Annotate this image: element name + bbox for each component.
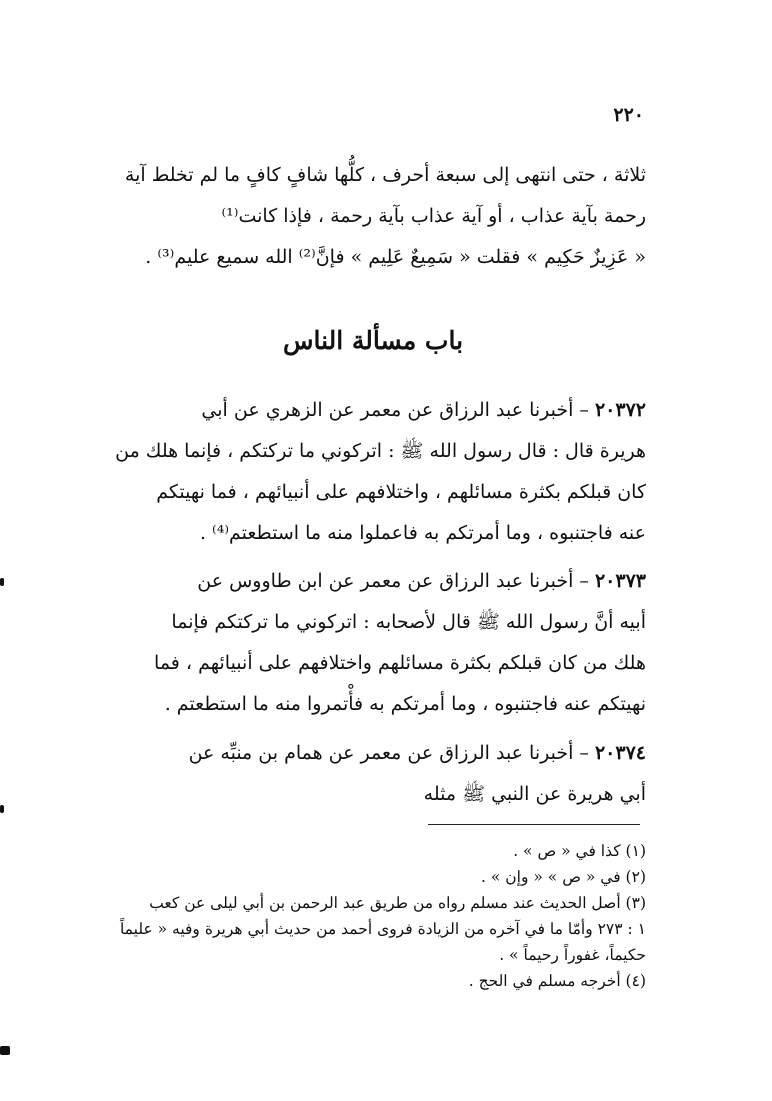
scan-artifact (0, 805, 4, 813)
intro-paragraph (100, 155, 646, 278)
hadith-number: ٢٠٣٧٢ (594, 399, 646, 421)
text-line: رحمة بآية عذاب ، أو آية عذاب بآية رحمة ، فإذا كانت⁽¹⁾ (221, 205, 646, 227)
text-line: هلك من كان قبلكم بكثرة مسائلهم واختلافهم على أنبيائهم ، فما (154, 652, 646, 674)
chapter-title: باب مسألة الناس (282, 326, 464, 355)
scan-artifact (0, 578, 4, 586)
hadith-number: ٢٠٣٧٤ (594, 742, 646, 764)
text-line: ثلاثة ، حتى انتهى إلى سبعة أحرف ، كلُّها شافٍ كافٍ ما لم تخلط آية (124, 164, 646, 186)
hadith-first-line (100, 733, 646, 774)
text-line: كان قبلكم بكثرة مسائلهم ، واختلافهم على أنبيائهم ، فما نهيتكم (156, 481, 646, 503)
footnotes (100, 838, 646, 994)
footnote: (٣) أصل الحديث عند مسلم رواه من طريق عبد الرحمن بن أبي ليلى عن كعب (149, 894, 646, 912)
footnote: (٢) في « ص » « وإن » . (481, 868, 646, 886)
hadith-entry (100, 561, 646, 725)
hadith-entry (100, 733, 646, 815)
hadith-number: ٢٠٣٧٣ (594, 570, 646, 592)
text-line: أبيه أنَّ رسول الله ﷺ قال لأصحابه : اتركوني ما تركتكم فإنما (171, 611, 646, 633)
hadith-text: – أخبرنا عبد الرزاق عن معمر عن ابن طاووس عن (197, 570, 595, 592)
footnote: (٤) أخرجه مسلم في الحج . (468, 972, 646, 990)
text-line: أبي هريرة عن النبي ﷺ مثله (423, 783, 646, 805)
text-line: نهيتكم عنه فاجتنبوه ، وما أمرتكم به فأْتمروا منه ما استطعتم . (164, 693, 646, 715)
footnote-continuation: ١ : ٢٧٣ وأمّا ما في آخره من الزيادة فروى أحمد من حديث أبي هريرة وفيه « عليماً (119, 920, 646, 938)
scan-artifact (0, 1046, 10, 1055)
page-number: ٢٢٠ (613, 104, 644, 126)
hadith-entry (100, 390, 646, 554)
hadith-text: – أخبرنا عبد الرزاق عن معمر عن همام بن منبِّه عن (188, 742, 595, 764)
text-line: هريرة قال : قال رسول الله ﷺ : اتركوني ما تركتكم ، فإنما هلك من (115, 440, 646, 462)
hadith-first-line (100, 390, 646, 431)
footnote-divider (428, 824, 640, 825)
hadith-text: – أخبرنا عبد الرزاق عن معمر عن الزهري عن أبي (201, 399, 595, 421)
footnote: (١) كذا في « ص » . (513, 842, 646, 860)
text-line: عنه فاجتنبوه ، وما أمرتكم به فاعملوا منه ما استطعتم⁽⁴⁾ . (199, 522, 646, 544)
text-line: « عَزِيزٌ حَكِيم » فقلت « سَمِيعٌ عَلِيم » فإنَّ⁽²⁾ الله سميع عليم⁽³⁾ . (145, 246, 646, 268)
hadith-first-line (100, 561, 646, 602)
footnote-continuation: حكيماً، غفوراً رحيماً » . (499, 946, 646, 964)
